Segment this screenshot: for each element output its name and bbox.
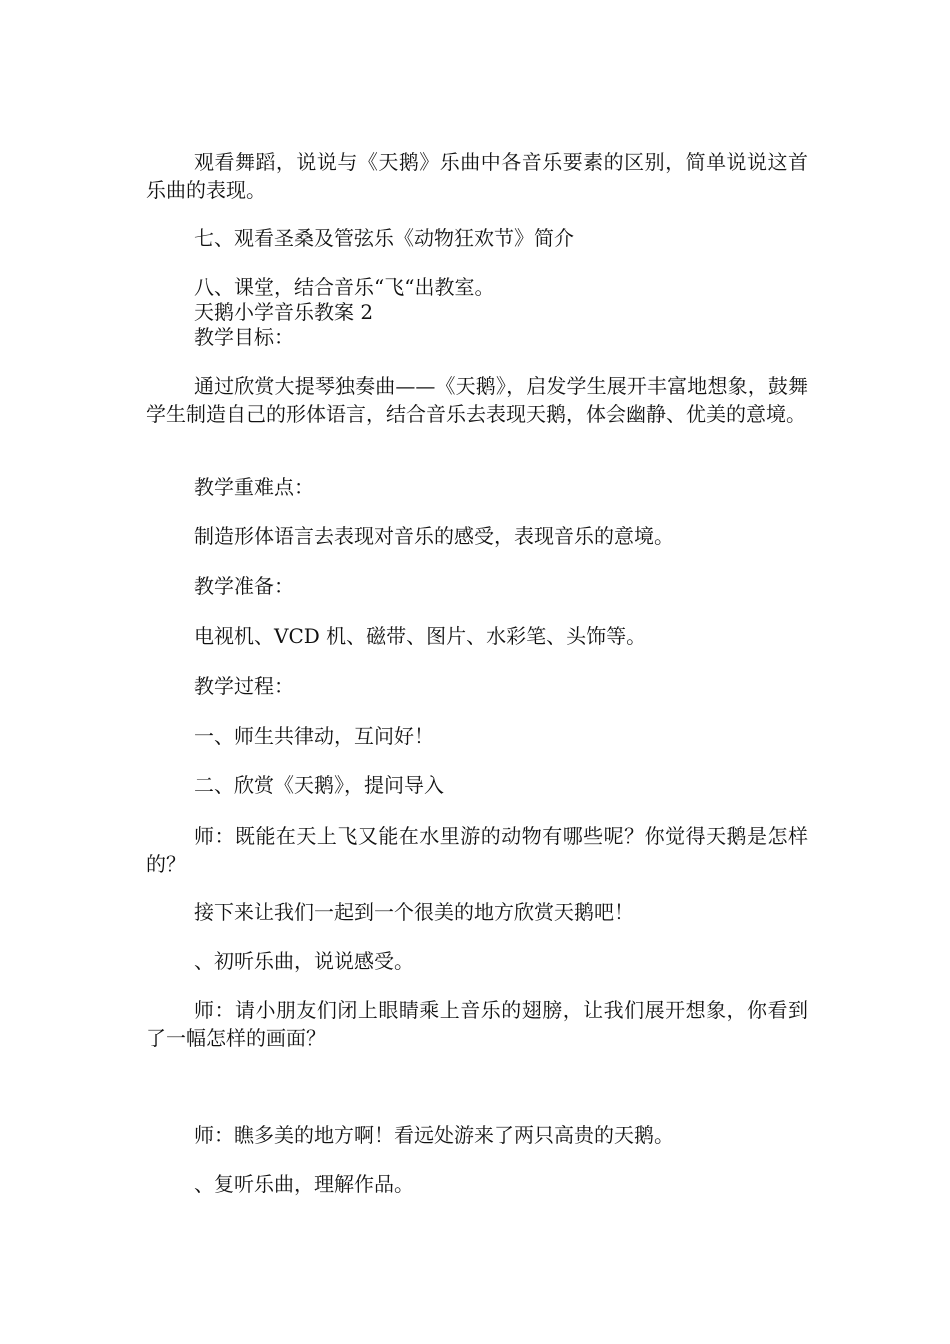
paragraph-teacher-question: 师：既能在天上飞又能在水里游的动物有哪些呢？你觉得天鹅是怎样的？ <box>146 824 808 876</box>
paragraph-step-eight: 八、课堂，结合音乐“飞“出教室。 <box>194 275 495 299</box>
paragraph-teacher-swans: 师：瞧多美的地方啊！看远处游来了两只高贵的天鹅。 <box>194 1123 674 1147</box>
paragraph-first-listen: 、初听乐曲，说说感受。 <box>194 949 414 973</box>
heading-teaching-goals: 教学目标： <box>194 325 294 349</box>
heading-preparation: 教学准备： <box>194 574 294 598</box>
paragraph-step-two: 二、欣赏《天鹅》，提问导入 <box>194 773 444 797</box>
section-title: 天鹅小学音乐教案 2 <box>194 300 374 324</box>
paragraph-preparation: 电视机、VCD 机、磁带、图片、水彩笔、头饰等。 <box>194 624 647 648</box>
paragraph-teaching-goals: 通过欣赏大提琴独奏曲——《天鹅》，启发学生展开丰富地想象，鼓舞学生制造自己的形体语言，结合音乐去表现天鹅，体会幽静、优美的意境。 <box>146 374 808 426</box>
paragraph-key-points: 制造形体语言去表现对音乐的感受，表现音乐的意境。 <box>194 524 674 548</box>
paragraph-step-seven: 七、观看圣桑及管弦乐《动物狂欢节》简介 <box>194 226 574 250</box>
paragraph-dance-discussion: 观看舞蹈，说说与《天鹅》乐曲中各音乐要素的区别，简单说说这首乐曲的表现。 <box>146 150 808 202</box>
heading-process: 教学过程： <box>194 674 294 698</box>
heading-key-points: 教学重难点： <box>194 475 314 499</box>
paragraph-teacher-imagine: 师：请小朋友们闭上眼睛乘上音乐的翅膀，让我们展开想象，你看到了一幅怎样的画面？ <box>146 998 808 1050</box>
paragraph-next: 接下来让我们一起到一个很美的地方欣赏天鹅吧！ <box>194 900 634 924</box>
paragraph-second-listen: 、复听乐曲，理解作品。 <box>194 1172 414 1196</box>
paragraph-step-one: 一、师生共律动，互问好！ <box>194 724 434 748</box>
